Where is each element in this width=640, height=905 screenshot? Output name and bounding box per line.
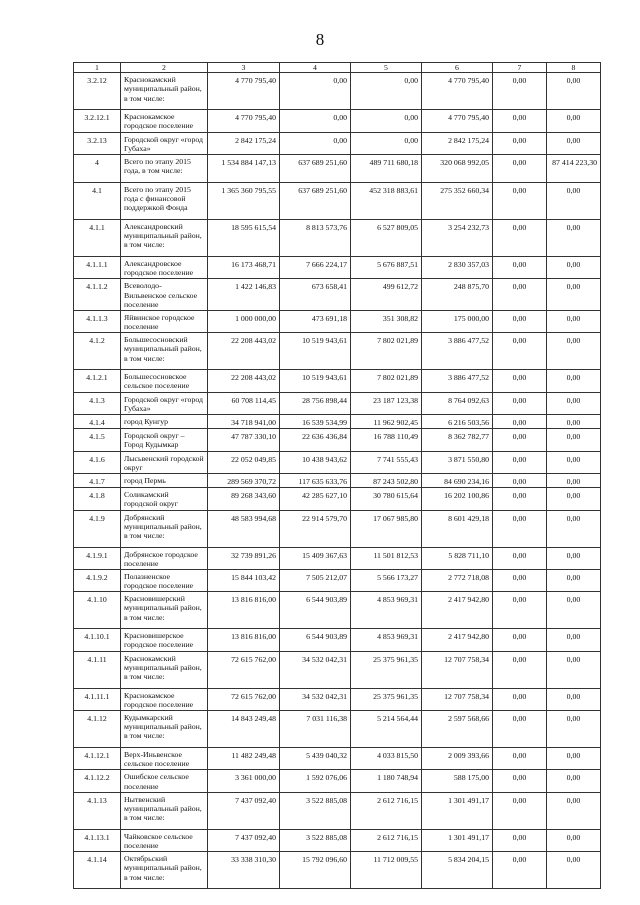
other-funds: 0,00: [547, 829, 601, 851]
table-row: [74, 132, 601, 154]
local-budget: 2 009 393,66: [422, 748, 493, 770]
local-budget: 1 301 491,17: [422, 792, 493, 829]
owners-funds: 0,00: [493, 711, 547, 748]
local-budget: 12 707 758,34: [422, 651, 493, 688]
table-row: [74, 429, 601, 451]
total-amount: 289 569 370,72: [208, 473, 280, 487]
owners-funds: 0,00: [493, 770, 547, 792]
row-code: 3.2.13: [74, 132, 121, 154]
regional-budget: 23 187 123,38: [351, 392, 422, 414]
table-row: [74, 629, 601, 651]
row-code: 3.2.12: [74, 73, 121, 110]
owners-funds: 0,00: [493, 569, 547, 591]
local-budget: 6 216 503,56: [422, 415, 493, 429]
local-budget: 4 770 795,40: [422, 73, 493, 110]
total-amount: 18 595 615,54: [208, 219, 280, 256]
regional-budget: 4 853 969,31: [351, 592, 422, 629]
other-funds: 87 414 223,30: [547, 154, 601, 182]
regional-budget: 25 375 961,35: [351, 688, 422, 710]
table-row: [74, 451, 601, 473]
municipality-name: Всего по этапу 2015 года с финансовой поддержкой Фонда: [121, 182, 208, 219]
row-code: 4.1.13.1: [74, 829, 121, 851]
row-code: 4.1.13: [74, 792, 121, 829]
row-code: 4.1.14: [74, 852, 121, 889]
total-amount: 7 437 092,40: [208, 792, 280, 829]
column-header: 4: [280, 63, 351, 73]
total-amount: 89 268 343,60: [208, 488, 280, 510]
row-code: 4.1.5: [74, 429, 121, 451]
municipality-name: Краснокамское городское поселение: [121, 688, 208, 710]
other-funds: 0,00: [547, 110, 601, 132]
local-budget: 2 417 942,80: [422, 629, 493, 651]
row-code: 4.1.3: [74, 392, 121, 414]
row-code: 4.1.9: [74, 510, 121, 547]
table-header-row: [74, 63, 601, 73]
local-budget: 320 068 992,05: [422, 154, 493, 182]
municipality-name: Красновишерский муниципальный район, в том числе:: [121, 592, 208, 629]
local-budget: 3 254 232,73: [422, 219, 493, 256]
table-row: [74, 370, 601, 392]
owners-funds: 0,00: [493, 429, 547, 451]
other-funds: 0,00: [547, 748, 601, 770]
local-budget: 588 175,00: [422, 770, 493, 792]
regional-budget: 4 853 969,31: [351, 629, 422, 651]
regional-budget: 11 962 902,45: [351, 415, 422, 429]
table-row: [74, 711, 601, 748]
municipality-name: Соликамский городской округ: [121, 488, 208, 510]
regional-budget: 87 243 502,80: [351, 473, 422, 487]
table-row: [74, 154, 601, 182]
other-funds: 0,00: [547, 473, 601, 487]
data-table: [73, 62, 601, 889]
other-funds: 0,00: [547, 415, 601, 429]
row-code: 4.1.11.1: [74, 688, 121, 710]
local-budget: 2 772 718,08: [422, 569, 493, 591]
table-row: [74, 792, 601, 829]
table-row: [74, 310, 601, 332]
total-amount: 3 361 000,00: [208, 770, 280, 792]
total-amount: 1 365 360 795,55: [208, 182, 280, 219]
other-funds: 0,00: [547, 429, 601, 451]
local-budget: 16 202 100,86: [422, 488, 493, 510]
other-funds: 0,00: [547, 688, 601, 710]
table-row: [74, 688, 601, 710]
total-amount: 34 718 941,00: [208, 415, 280, 429]
municipality-name: Полазненское городское поселение: [121, 569, 208, 591]
table-row: [74, 110, 601, 132]
regional-budget: 7 741 555,43: [351, 451, 422, 473]
municipality-name: Верх-Иньвенское сельское поселение: [121, 748, 208, 770]
total-amount: 15 844 103,42: [208, 569, 280, 591]
owners-funds: 0,00: [493, 748, 547, 770]
row-code: 4.1.10: [74, 592, 121, 629]
row-code: 4.1.9.2: [74, 569, 121, 591]
fund-amount: 10 438 943,62: [280, 451, 351, 473]
municipality-name: Лысьвенский городской округ: [121, 451, 208, 473]
row-code: 4.1.2.1: [74, 370, 121, 392]
other-funds: 0,00: [547, 310, 601, 332]
fund-amount: 28 756 898,44: [280, 392, 351, 414]
owners-funds: 0,00: [493, 256, 547, 278]
total-amount: 72 615 762,00: [208, 688, 280, 710]
other-funds: 0,00: [547, 711, 601, 748]
column-header: 7: [493, 63, 547, 73]
regional-budget: 1 180 748,94: [351, 770, 422, 792]
owners-funds: 0,00: [493, 154, 547, 182]
fund-amount: 15 409 367,63: [280, 547, 351, 569]
fund-amount: 673 658,41: [280, 279, 351, 311]
table-row: [74, 73, 601, 110]
total-amount: 11 482 249,48: [208, 748, 280, 770]
total-amount: 22 208 443,02: [208, 370, 280, 392]
regional-budget: 2 612 716,15: [351, 792, 422, 829]
local-budget: 8 362 782,77: [422, 429, 493, 451]
row-code: 3.2.12.1: [74, 110, 121, 132]
other-funds: 0,00: [547, 792, 601, 829]
regional-budget: 5 676 887,51: [351, 256, 422, 278]
fund-amount: 22 914 579,70: [280, 510, 351, 547]
row-code: 4.1.12.1: [74, 748, 121, 770]
total-amount: 14 843 249,48: [208, 711, 280, 748]
fund-amount: 0,00: [280, 73, 351, 110]
total-amount: 47 787 330,10: [208, 429, 280, 451]
municipality-name: Краснокамский муниципальный район, в том числе:: [121, 73, 208, 110]
row-code: 4.1.12: [74, 711, 121, 748]
municipality-name: Нытвенский муниципальный район, в том числе:: [121, 792, 208, 829]
table-row: [74, 510, 601, 547]
fund-amount: 3 522 885,08: [280, 829, 351, 851]
total-amount: 13 816 816,00: [208, 629, 280, 651]
fund-amount: 6 544 903,89: [280, 592, 351, 629]
municipality-name: Большесосновский муниципальный район, в том числе:: [121, 333, 208, 370]
other-funds: 0,00: [547, 569, 601, 591]
other-funds: 0,00: [547, 592, 601, 629]
other-funds: 0,00: [547, 370, 601, 392]
fund-amount: 637 689 251,60: [280, 182, 351, 219]
local-budget: 2 830 357,03: [422, 256, 493, 278]
owners-funds: 0,00: [493, 547, 547, 569]
fund-amount: 8 813 573,76: [280, 219, 351, 256]
total-amount: 33 338 310,30: [208, 852, 280, 889]
local-budget: 8 764 092,63: [422, 392, 493, 414]
table-row: [74, 473, 601, 487]
regional-budget: 11 501 812,53: [351, 547, 422, 569]
row-code: 4.1.12.2: [74, 770, 121, 792]
municipality-name: Александровское городское поселение: [121, 256, 208, 278]
row-code: 4.1: [74, 182, 121, 219]
row-code: 4.1.6: [74, 451, 121, 473]
regional-budget: 4 033 815,50: [351, 748, 422, 770]
fund-amount: 473 691,18: [280, 310, 351, 332]
row-code: 4.1.11: [74, 651, 121, 688]
municipality-name: город Кунгур: [121, 415, 208, 429]
table-row: [74, 852, 601, 889]
regional-budget: 452 318 883,61: [351, 182, 422, 219]
table-row: [74, 651, 601, 688]
local-budget: 8 601 429,18: [422, 510, 493, 547]
table-row: [74, 569, 601, 591]
fund-amount: 22 636 436,84: [280, 429, 351, 451]
fund-amount: 6 544 903,89: [280, 629, 351, 651]
other-funds: 0,00: [547, 651, 601, 688]
owners-funds: 0,00: [493, 629, 547, 651]
owners-funds: 0,00: [493, 488, 547, 510]
owners-funds: 0,00: [493, 829, 547, 851]
local-budget: 5 828 711,10: [422, 547, 493, 569]
other-funds: 0,00: [547, 510, 601, 547]
regional-budget: 0,00: [351, 132, 422, 154]
table-row: [74, 415, 601, 429]
row-code: 4.1.8: [74, 488, 121, 510]
regional-budget: 489 711 680,18: [351, 154, 422, 182]
other-funds: 0,00: [547, 256, 601, 278]
column-header: 6: [422, 63, 493, 73]
fund-amount: 7 666 224,17: [280, 256, 351, 278]
municipality-name: Городской округ – Город Кудымкар: [121, 429, 208, 451]
row-code: 4.1.1.2: [74, 279, 121, 311]
regional-budget: 7 802 021,89: [351, 333, 422, 370]
total-amount: 32 739 891,26: [208, 547, 280, 569]
table-row: [74, 279, 601, 311]
total-amount: 4 770 795,40: [208, 73, 280, 110]
fund-amount: 42 285 627,10: [280, 488, 351, 510]
page-number: 8: [315, 30, 325, 49]
fund-amount: 3 522 885,08: [280, 792, 351, 829]
owners-funds: 0,00: [493, 451, 547, 473]
local-budget: 12 707 758,34: [422, 688, 493, 710]
row-code: 4.1.7: [74, 473, 121, 487]
fund-amount: 5 439 040,32: [280, 748, 351, 770]
total-amount: 1 000 000,00: [208, 310, 280, 332]
owners-funds: 0,00: [493, 651, 547, 688]
fund-amount: 0,00: [280, 132, 351, 154]
municipality-name: Яйвинское городское поселение: [121, 310, 208, 332]
fund-amount: 7 505 212,07: [280, 569, 351, 591]
municipality-name: Красновишерское городское поселение: [121, 629, 208, 651]
municipality-name: Краснокамский муниципальный район, в том числе:: [121, 651, 208, 688]
owners-funds: 0,00: [493, 219, 547, 256]
municipality-name: Кудымкарский муниципальный район, в том числе:: [121, 711, 208, 748]
fund-amount: 34 532 042,31: [280, 651, 351, 688]
local-budget: 3 886 477,52: [422, 370, 493, 392]
fund-amount: 7 031 116,38: [280, 711, 351, 748]
regional-budget: 351 308,82: [351, 310, 422, 332]
owners-funds: 0,00: [493, 510, 547, 547]
owners-funds: 0,00: [493, 852, 547, 889]
row-code: 4.1.10.1: [74, 629, 121, 651]
regional-budget: 0,00: [351, 73, 422, 110]
owners-funds: 0,00: [493, 592, 547, 629]
row-code: 4.1.1.1: [74, 256, 121, 278]
local-budget: 4 770 795,40: [422, 110, 493, 132]
municipality-name: Добрянское городское поселение: [121, 547, 208, 569]
regional-budget: 2 612 716,15: [351, 829, 422, 851]
local-budget: 3 871 550,80: [422, 451, 493, 473]
municipality-name: Чайковское сельское поселение: [121, 829, 208, 851]
total-amount: 1 422 146,83: [208, 279, 280, 311]
table-row: [74, 392, 601, 414]
regional-budget: 6 527 809,05: [351, 219, 422, 256]
table-row: [74, 256, 601, 278]
table-row: [74, 748, 601, 770]
regional-budget: 0,00: [351, 110, 422, 132]
table-row: [74, 547, 601, 569]
column-header: 2: [121, 63, 208, 73]
column-header: 5: [351, 63, 422, 73]
municipality-name: Всего по этапу 2015 года, в том числе:: [121, 154, 208, 182]
row-code: 4.1.4: [74, 415, 121, 429]
table-row: [74, 219, 601, 256]
regional-budget: 16 788 110,49: [351, 429, 422, 451]
total-amount: 4 770 795,40: [208, 110, 280, 132]
local-budget: 248 875,70: [422, 279, 493, 311]
municipality-name: Большесосновское сельское поселение: [121, 370, 208, 392]
total-amount: 22 052 049,85: [208, 451, 280, 473]
column-header: 1: [74, 63, 121, 73]
row-code: 4.1.1.3: [74, 310, 121, 332]
municipality-name: Краснокамское городское поселение: [121, 110, 208, 132]
total-amount: 22 208 443,02: [208, 333, 280, 370]
table-row: [74, 829, 601, 851]
other-funds: 0,00: [547, 392, 601, 414]
owners-funds: 0,00: [493, 310, 547, 332]
column-header: 8: [547, 63, 601, 73]
table-row: [74, 488, 601, 510]
owners-funds: 0,00: [493, 392, 547, 414]
regional-budget: 30 780 615,64: [351, 488, 422, 510]
table-row: [74, 333, 601, 370]
regional-budget: 11 712 009,55: [351, 852, 422, 889]
fund-amount: 10 519 943,61: [280, 370, 351, 392]
regional-budget: 499 612,72: [351, 279, 422, 311]
row-code: 4.1.9.1: [74, 547, 121, 569]
owners-funds: 0,00: [493, 473, 547, 487]
owners-funds: 0,00: [493, 688, 547, 710]
local-budget: 2 597 568,66: [422, 711, 493, 748]
other-funds: 0,00: [547, 333, 601, 370]
owners-funds: 0,00: [493, 370, 547, 392]
regional-budget: 7 802 021,89: [351, 370, 422, 392]
owners-funds: 0,00: [493, 415, 547, 429]
fund-amount: 0,00: [280, 110, 351, 132]
regional-budget: 5 214 564,44: [351, 711, 422, 748]
other-funds: 0,00: [547, 182, 601, 219]
municipality-name: Городской округ «город Губаха»: [121, 132, 208, 154]
owners-funds: 0,00: [493, 182, 547, 219]
total-amount: 60 708 114,45: [208, 392, 280, 414]
row-code: 4.1.1: [74, 219, 121, 256]
fund-amount: 637 689 251,60: [280, 154, 351, 182]
table-row: [74, 182, 601, 219]
table-row: [74, 770, 601, 792]
table-row: [74, 592, 601, 629]
municipality-name: Александровский муниципальный район, в том числе:: [121, 219, 208, 256]
owners-funds: 0,00: [493, 333, 547, 370]
other-funds: 0,00: [547, 629, 601, 651]
fund-amount: 10 519 943,61: [280, 333, 351, 370]
local-budget: 84 690 234,16: [422, 473, 493, 487]
fund-amount: 16 539 534,99: [280, 415, 351, 429]
other-funds: 0,00: [547, 488, 601, 510]
total-amount: 2 842 175,24: [208, 132, 280, 154]
other-funds: 0,00: [547, 132, 601, 154]
column-header: 3: [208, 63, 280, 73]
local-budget: 175 000,00: [422, 310, 493, 332]
other-funds: 0,00: [547, 547, 601, 569]
fund-amount: 117 635 633,76: [280, 473, 351, 487]
owners-funds: 0,00: [493, 132, 547, 154]
local-budget: 2 842 175,24: [422, 132, 493, 154]
regional-budget: 5 566 173,27: [351, 569, 422, 591]
municipality-name: Всеволодо-Вильвенское сельское поселение: [121, 279, 208, 311]
fund-amount: 1 592 076,06: [280, 770, 351, 792]
total-amount: 13 816 816,00: [208, 592, 280, 629]
municipality-name: Городской округ «город Губаха»: [121, 392, 208, 414]
other-funds: 0,00: [547, 852, 601, 889]
total-amount: 1 534 884 147,13: [208, 154, 280, 182]
total-amount: 16 173 468,71: [208, 256, 280, 278]
other-funds: 0,00: [547, 219, 601, 256]
fund-amount: 34 532 042,31: [280, 688, 351, 710]
regional-budget: 25 375 961,35: [351, 651, 422, 688]
municipality-name: Добрянский муниципальный район, в том числе:: [121, 510, 208, 547]
owners-funds: 0,00: [493, 110, 547, 132]
total-amount: 48 583 994,68: [208, 510, 280, 547]
other-funds: 0,00: [547, 770, 601, 792]
other-funds: 0,00: [547, 73, 601, 110]
local-budget: 2 417 942,80: [422, 592, 493, 629]
owners-funds: 0,00: [493, 792, 547, 829]
local-budget: 275 352 660,34: [422, 182, 493, 219]
row-code: 4: [74, 154, 121, 182]
fund-amount: 15 792 096,60: [280, 852, 351, 889]
total-amount: 7 437 092,40: [208, 829, 280, 851]
owners-funds: 0,00: [493, 279, 547, 311]
row-code: 4.1.2: [74, 333, 121, 370]
other-funds: 0,00: [547, 279, 601, 311]
municipality-name: Ошибское сельское поселение: [121, 770, 208, 792]
other-funds: 0,00: [547, 451, 601, 473]
total-amount: 72 615 762,00: [208, 651, 280, 688]
regional-budget: 17 067 985,80: [351, 510, 422, 547]
local-budget: 3 886 477,52: [422, 333, 493, 370]
local-budget: 5 834 204,15: [422, 852, 493, 889]
local-budget: 1 301 491,17: [422, 829, 493, 851]
municipality-name: город Пермь: [121, 473, 208, 487]
municipality-name: Октябрьский муниципальный район, в том числе:: [121, 852, 208, 889]
owners-funds: 0,00: [493, 73, 547, 110]
